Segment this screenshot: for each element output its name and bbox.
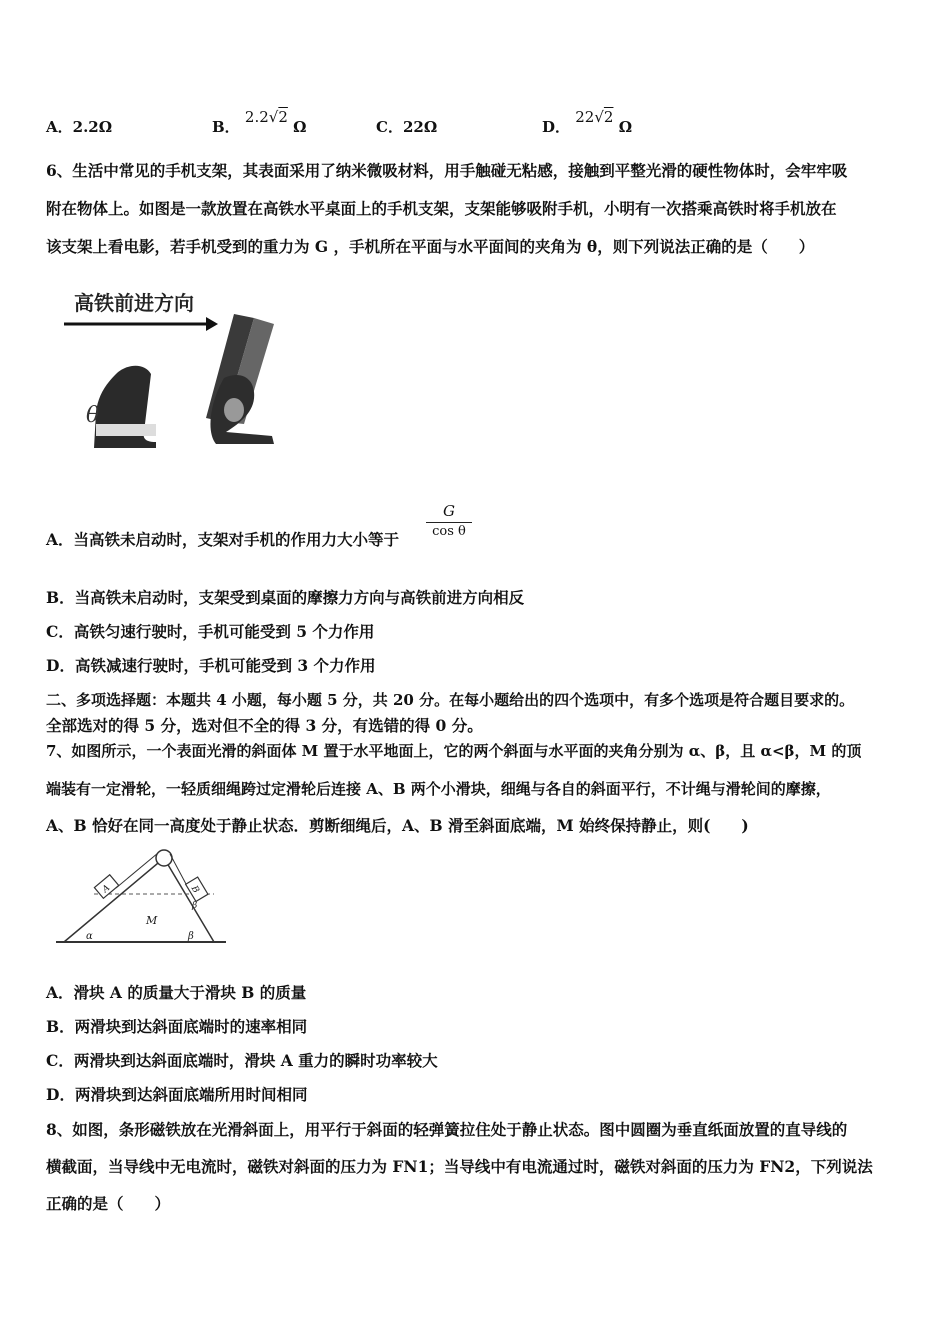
angle-theta-label: θ — [86, 403, 100, 428]
q5-option-b — [212, 108, 307, 137]
q6-option-c: C．高铁匀速行驶时，手机可能受到 5 个力作用 — [46, 622, 375, 641]
q6-option-a-fraction — [426, 502, 472, 539]
q8-stem-line-1: 8、如图，条形磁铁放在光滑斜面上，用平行于斜面的轻弹簧拉住处于静止状态。图中圆圈为垂直纸面放置的直导线的 — [46, 1120, 848, 1139]
section2-line-2: 全部选对的得 5 分，选对但不全的得 3 分，有选错的得 0 分。 — [46, 716, 483, 735]
q5-option-b-coef: 2.2 — [244, 108, 269, 126]
q5-option-d-coef: 22 — [575, 108, 595, 126]
q6-stem-line-1: 6、生活中常见的手机支架，其表面采用了纳米微吸材料，用手触碰无粘感，接触到平整光滑的硬性物体时，会牢牢吸 — [46, 161, 848, 180]
beta-label-bottom: β — [188, 931, 194, 942]
alpha-label: α — [86, 931, 93, 942]
q6-option-a — [46, 530, 399, 550]
section2-line-1: 二、多项选择题：本题共 4 小题，每小题 5 分，共 20 分。在每小题给出的四个选项中，有多个选项是符合题目要求的。 — [46, 691, 855, 709]
phone-stand-figure — [56, 282, 296, 472]
q6-option-a-text: A．当高铁未启动时，支架对手机的作用力大小等于 — [46, 530, 400, 549]
q5-option-d-label: D． — [542, 118, 571, 136]
q7-option-a: A．滑块 A 的质量大于滑块 B 的质量 — [46, 983, 307, 1002]
q5-option-d-unit: Ω — [618, 118, 633, 136]
fraction-numerator: G — [443, 502, 455, 520]
q6-stem-line-3: 该支架上看电影，若手机受到的重力为 G ，手机所在平面与水平面间的夹角为 θ，则下列说法正确的是（ ） — [46, 237, 815, 256]
q5-option-a — [46, 116, 112, 137]
q5-option-c — [376, 116, 437, 137]
q7-stem-line-1: 7、如图所示，一个表面光滑的斜面体 M 置于水平地面上，它的两个斜面与水平面的夹角分别为 α、β，且 α<β，M 的顶 — [46, 742, 862, 760]
wedge-m-label: M — [146, 914, 158, 927]
q8-stem-line-2: 横截面，当导线中无电流时，磁铁对斜面的压力为 FN1；当导线中有电流通过时，磁铁对斜面的压力为 FN2，下列说法 — [46, 1157, 873, 1176]
q5-option-b-radical: 2.2√2 — [244, 108, 288, 126]
q5-option-a-label: A． — [46, 118, 73, 136]
q5-option-c-value: 22Ω — [402, 118, 438, 136]
q5-option-d — [542, 108, 633, 137]
fraction-denominator: cos θ — [432, 524, 466, 539]
q5-option-a-value: 2.2Ω — [72, 118, 113, 136]
q7-option-d: D．两滑块到达斜面底端所用时间相同 — [46, 1085, 308, 1104]
q5-option-d-radicand: 2 — [603, 108, 614, 126]
q6-option-b: B．当高铁未启动时，支架受到桌面的摩擦力方向与高铁前进方向相反 — [46, 588, 525, 607]
block-b-label: B — [188, 884, 201, 896]
q6-stem-line-2: 附在物体上。如图是一款放置在高铁水平桌面上的手机支架，支架能够吸附手机，小明有一次搭乘高铁时将手机放在 — [46, 199, 837, 218]
beta-label-top: β — [192, 901, 198, 911]
q5-option-d-radical: 22√2 — [575, 108, 614, 126]
q5-option-b-label: B． — [212, 118, 240, 136]
q7-option-c: C．两滑块到达斜面底端时，滑块 A 重力的瞬时功率较大 — [46, 1051, 438, 1070]
block-a-label: A — [100, 883, 113, 896]
q6-option-d: D．高铁减速行驶时，手机可能受到 3 个力作用 — [46, 656, 376, 675]
train-direction-caption: 高铁前进方向 — [74, 291, 194, 315]
q7-stem-line-3: A、B 恰好在同一高度处于静止状态．剪断细绳后，A、B 滑至斜面底端，M 始终保持静止，则( ) — [46, 816, 749, 835]
incline-figure — [54, 846, 229, 950]
q5-option-b-unit: Ω — [293, 118, 307, 136]
q8-stem-line-3: 正确的是（ ） — [46, 1194, 171, 1213]
q5-option-b-radicand: 2 — [278, 108, 288, 126]
q5-option-c-label: C． — [376, 118, 403, 136]
q7-option-b: B．两滑块到达斜面底端时的速率相同 — [46, 1017, 308, 1036]
q7-stem-line-2: 端装有一定滑轮，一轻质细绳跨过定滑轮后连接 A、B 两个小滑块，细绳与各自的斜面平行，不计绳与滑轮间的摩擦， — [46, 780, 831, 798]
